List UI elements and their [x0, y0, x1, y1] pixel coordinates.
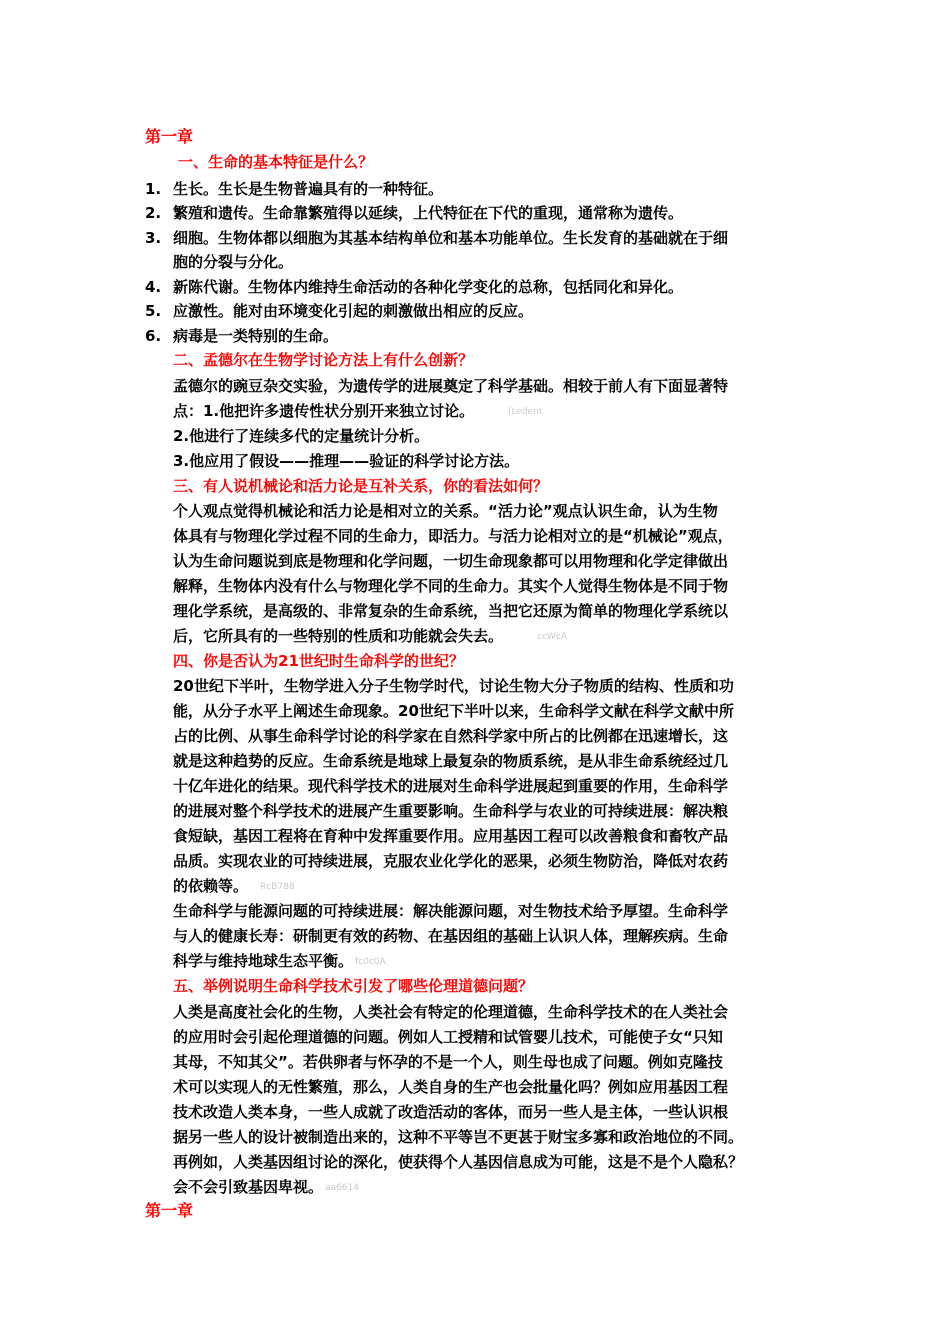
list-number-5: 5. — [145, 302, 162, 320]
q4-line-2: 能，从分子水平上阐述生命现象。20世纪下半叶以来，生命科学文献在科学文献中所 — [173, 702, 734, 720]
question-2-title: 二、孟德尔在生物学讨论方法上有什么创新？ — [173, 351, 474, 369]
q3-line-3: 认为生命问题说到底是物理和化学问题，一切生命现象都可以用物理和化学定律做出 — [173, 552, 729, 570]
list-number-1: 1. — [145, 180, 162, 198]
question-5-title: 五、举例说明生命科学技术引发了哪些伦理道德问题？ — [173, 977, 534, 995]
q5-line-7: 再例如，人类基因组讨论的深化，使获得个人基因信息成为可能，这是不是个人隐私？ — [173, 1153, 744, 1171]
faint-watermark-text: RcB788 — [260, 882, 295, 892]
q4-line-7: 食短缺，基因工程将在育种中发挥重要作用。应用基因工程可以改善粮食和畜牧产品 — [173, 827, 729, 845]
q4-line-11: 与人的健康长寿：研制更有效的药物、在基因组的基础上认识人体，理解疾病。生命 — [173, 927, 729, 945]
q5-line-5: 技术改造人类本身，一些人成就了改造活动的客体，而另一些人是主体，一些认识根 — [173, 1103, 729, 1121]
q4-line-5: 十亿年进化的结果。现代科学技术的进展对生命科学进展起到重要的作用，生命科学 — [173, 777, 729, 795]
list-item-3-line-1: 细胞。生物体都以细胞为其基本结构单位和基本功能单位。生长发育的基础就在于细 — [173, 229, 729, 247]
q4-line-10: 生命科学与能源问题的可持续进展：解决能源问题，对生物技术给予厚望。生命科学 — [173, 902, 729, 920]
faint-watermark-text: fc0c0A — [355, 957, 386, 967]
q2-line-2: 点：1.他把许多遗传性状分别开来独立讨论。 — [173, 402, 475, 420]
question-1-title: 一、生命的基本特征是什么？ — [178, 153, 374, 171]
q4-line-4: 就是这种趋势的反应。生命系统是地球上最复杂的物质系统，是从非生命系统经过几 — [173, 752, 729, 770]
list-item-5: 应激性。能对由环境变化引起的刺激做出相应的反应。 — [173, 302, 534, 320]
q5-line-6: 据另一些人的设计被制造出来的，这种不平等岂不更甚于财宝多寡和政治地位的不同。 — [173, 1128, 744, 1146]
question-3-title: 三、有人说机械论和活力论是互补关系，你的看法如何？ — [173, 477, 549, 495]
q2-line-1: 孟德尔的豌豆杂交实验，为遗传学的进展奠定了科学基础。相较于前人有下面显著特 — [173, 377, 729, 395]
q5-line-8: 会不会引致基因卑视。 — [173, 1178, 324, 1196]
q3-line-4: 解释，生物体内没有什么与物理化学不同的生命力。其实个人觉得生物体是不同于物 — [173, 577, 729, 595]
list-number-6: 6. — [145, 327, 162, 345]
q4-line-3: 占的比例、从事生命科学讨论的科学家在自然科学家中所占的比例都在迅速增长，这 — [173, 727, 729, 745]
q5-line-3: 其母，不知其父”。若供卵者与怀孕的不是一个人，则生母也成了问题。例如克隆技 — [173, 1053, 723, 1071]
q5-line-1: 人类是高度社会化的生物，人类社会有特定的伦理道德，生命科学技术的在人类社会 — [173, 1003, 729, 1021]
faint-watermark-text: aa6614 — [325, 1183, 359, 1193]
list-number-2: 2. — [145, 204, 162, 222]
q4-line-12: 科学与维持地球生态平衡。 — [173, 952, 354, 970]
q3-line-1: 个人观点觉得机械论和活力论是相对立的关系。“活力论”观点认识生命，认为生物 — [173, 502, 718, 520]
question-4-title: 四、你是否认为21世纪时生命科学的世纪？ — [173, 652, 464, 670]
faint-watermark-text: (Ledent — [508, 407, 543, 417]
q4-line-9: 的依赖等。 — [173, 877, 249, 895]
list-item-3-line-2: 胞的分裂与分化。 — [173, 253, 294, 271]
list-item-6: 病毒是一类特别的生命。 — [173, 327, 339, 345]
list-item-2: 繁殖和遗传。生命靠繁殖得以延续，上代特征在下代的重现，通常称为遗传。 — [173, 204, 684, 222]
q3-line-2: 体具有与物理化学过程不同的生命力，即活力。与活力论相对立的是“机械论”观点， — [173, 527, 733, 545]
list-number-3: 3. — [145, 229, 162, 247]
q3-line-6: 后，它所具有的一些特别的性质和功能就会失去。 — [173, 627, 504, 645]
chapter-heading-bottom: 第一章 — [145, 1201, 194, 1220]
q3-line-5: 理化学系统，是高级的、非常复杂的生命系统，当把它还原为简单的物理化学系统以 — [173, 602, 729, 620]
q2-line-3: 2.他进行了连续多代的定量统计分析。 — [173, 427, 430, 445]
q5-line-2: 的应用时会引起伦理道德的问题。例如人工授精和试管婴儿技术，可能使子女“只知 — [173, 1028, 723, 1046]
faint-watermark-text: ccWcA — [537, 632, 567, 642]
list-item-4: 新陈代谢。生物体内维持生命活动的各种化学变化的总称，包括同化和异化。 — [173, 278, 684, 296]
q2-line-4: 3.他应用了假设——推理——验证的科学讨论方法。 — [173, 452, 520, 470]
list-item-1: 生长。生长是生物普遍具有的一种特征。 — [173, 180, 444, 198]
q4-line-6: 的进展对整个科学技术的进展产生重要影响。生命科学与农业的可持续进展：解决粮 — [173, 802, 729, 820]
q4-line-8: 品质。实现农业的可持续进展，克服农业化学化的恶果，必须生物防治，降低对农药 — [173, 852, 729, 870]
q4-line-1: 20世纪下半叶，生物学进入分子生物学时代，讨论生物大分子物质的结构、性质和功 — [173, 677, 734, 695]
chapter-heading-top: 第一章 — [145, 127, 194, 146]
list-number-4: 4. — [145, 278, 162, 296]
q5-line-4: 术可以实现人的无性繁殖，那么，人类自身的生产也会批量化吗？例如应用基因工程 — [173, 1078, 729, 1096]
